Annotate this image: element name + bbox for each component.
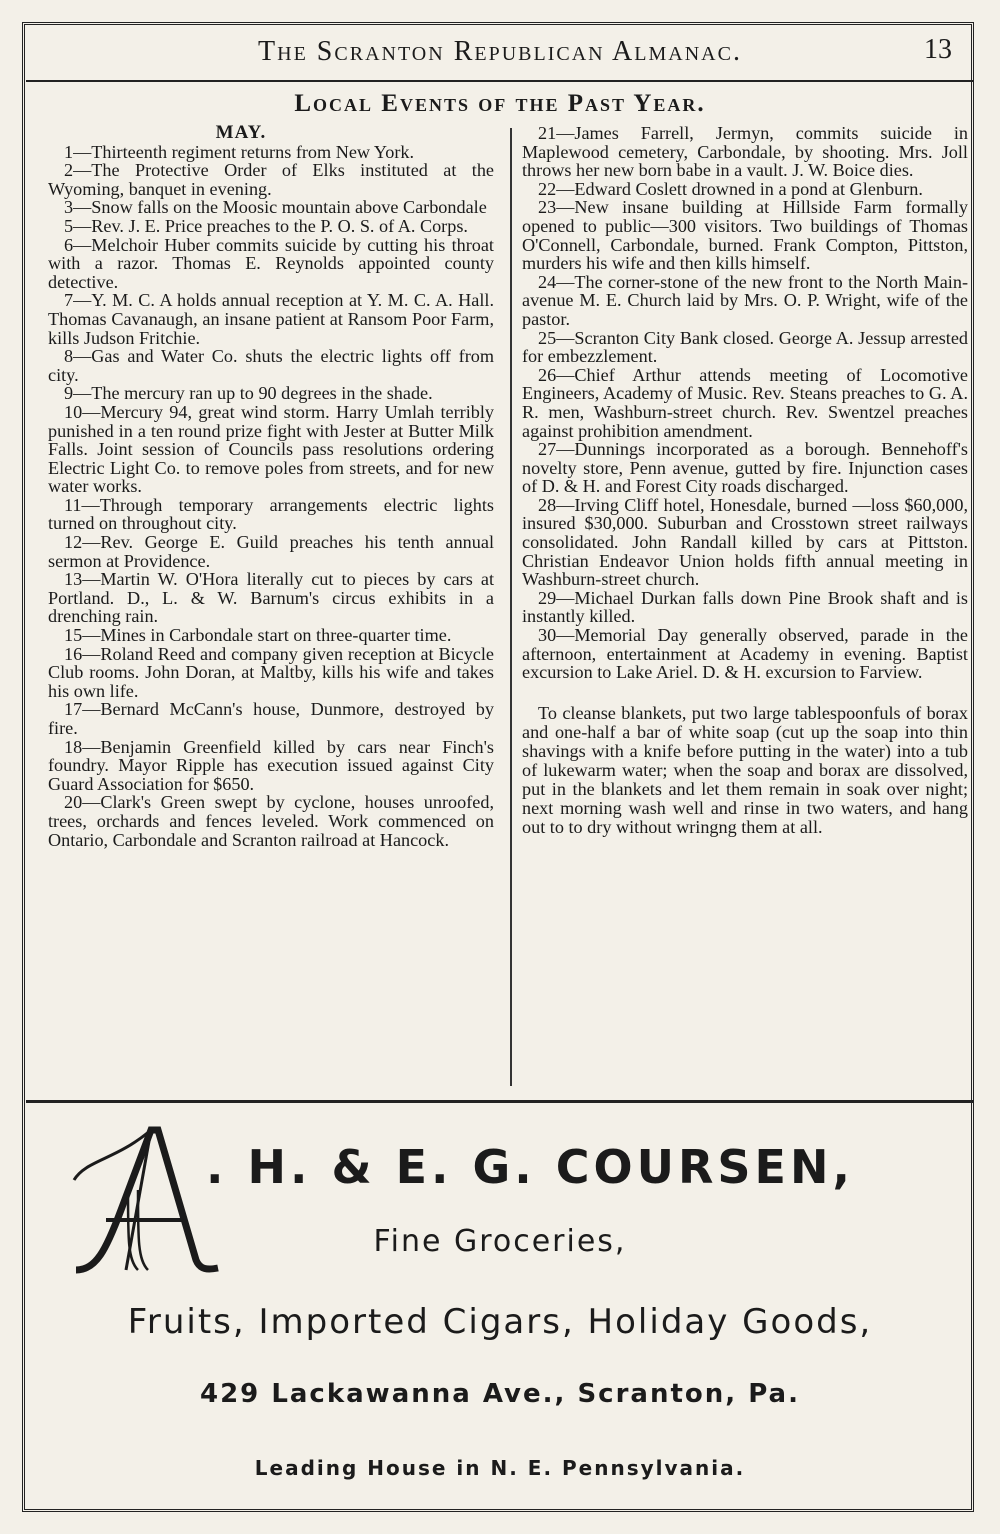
events-list-right — [522, 124, 968, 682]
header-rule — [26, 80, 974, 82]
events-column-right — [522, 124, 968, 855]
event-entry: 21—James Farrell, Jermyn, commits suicide in Maplewood cemetery, Carbondale, by shooting. Mrs. Joll throws her new born babe in a vault. J. W. Boice dies. — [522, 123, 968, 181]
page-header — [40, 30, 960, 74]
advertisement-tagline: Leading House in N. E. Pennsylvania. — [254, 1456, 746, 1480]
advertiser-name: . H. & E. G. COURSEN, — [206, 1140, 854, 1194]
household-tip: To cleanse blankets, put two large tablespoonfuls of borax and one-half a bar of white soap (cut up the soap into thin shavings with a knife before putting in the water) into a tub of lukewarm water; when the soap and borax are dissolved, put in the blankets and let them remain in soak over night; next morning wash well and rinse in two waters, and hang out to to dry without wringng them at all. — [522, 702, 968, 837]
event-entry: 2—The Protective Order of Elks instituted at the Wyoming, banquet in evening. — [48, 160, 494, 199]
event-entry: 25—Scranton City Bank closed. George A. Jessup arrested for embezzlement. — [522, 327, 968, 367]
month-heading: MAY. — [215, 122, 267, 143]
event-entry: 5—Rev. J. E. Price preaches to the P. O. S. of A. Corps. — [64, 215, 468, 236]
almanac-title: The Scranton Republican Almanac. — [258, 36, 742, 67]
advertisement-line1: Fine Groceries, — [373, 1224, 627, 1259]
event-entry: 11—Through temporary arrangements electric lights turned on throughout city. — [48, 494, 494, 534]
event-entry: 13—Martin W. O'Hora literally cut to pieces by cars at Portland. D., L. & W. Barnum's circus exhibits in a drenching rain. — [48, 569, 494, 627]
advertisement-line2: Fruits, Imported Cigars, Holiday Goods, — [127, 1302, 873, 1342]
event-entry: 12—Rev. George E. Guild preaches his tenth annual sermon at Providence. — [48, 532, 494, 571]
events-list-left — [48, 143, 494, 850]
event-entry: 23—New insane building at Hillside Farm formally opened to public—300 visitors. Two buildings of Thomas O'Connell, Carbondale, burned. Frank Compton, Pittston, murders his wife and then kills himself. — [522, 197, 968, 274]
event-entry: 28—Irving Cliff hotel, Honesdale, burned —loss $60,000, insured $30,000. Suburban and Crosstown street railways consolidated. John Randall killed by cars at Pittston. Christian Endeavor Union holds fifth annual meeting in Washburn-street church. — [522, 494, 968, 590]
event-entry: 27—Dunnings incorporated as a borough. Bennehoff's novelty store, Penn avenue, gutted by fire. Injunction cases of D. & H. and Forest City roads discharged. — [522, 439, 968, 497]
event-entry: 26—Chief Arthur attends meeting of Locomotive Engineers, Academy of Music. Rev. Steans preaches to G. A. R. men, Washburn-street church. Rev. Swentzel preaches against prohibition amendment. — [522, 364, 968, 441]
event-entry: 9—The mercury ran up to 90 degrees in the shade. — [64, 383, 433, 404]
page-number: 13 — [924, 34, 952, 65]
event-entry: 24—The corner-stone of the new front to the North Main-avenue M. E. Church laid by Mrs. O. P. Wright, wife of the pastor. — [522, 271, 968, 329]
event-entry: 17—Bernard McCann's house, Dunmore, destroyed by fire. — [48, 699, 494, 738]
event-entry: 6—Melchoir Huber commits suicide by cutting his throat with a razor. Thomas E. Reynolds appointed county detective. — [48, 234, 494, 292]
event-entry: 22—Edward Coslett drowned in a pond at Glenburn. — [538, 178, 923, 199]
advertisement — [26, 1104, 974, 1508]
event-entry: 18—Benjamin Greenfield killed by cars near Finch's foundry. Mayor Ripple has execution issued against City Guard Association for $650. — [48, 736, 494, 794]
column-divider — [510, 128, 512, 1086]
event-entry: 16—Roland Reed and company given reception at Bicycle Club rooms. John Doran, at Maltby, kills his wife and takes his own life. — [48, 643, 494, 701]
events-column-left — [48, 124, 494, 849]
event-entry: 29—Michael Durkan falls down Pine Brook shaft and is instantly killed. — [522, 587, 968, 627]
advertisement-address: 429 Lackawanna Ave., Scranton, Pa. — [200, 1379, 800, 1409]
event-entry: 20—Clark's Green swept by cyclone, houses unroofed, trees, orchards and fences leveled. Work commenced on Ontario, Carbondale and Scranton railroad at Hancock. — [48, 792, 494, 850]
event-entry: 15—Mines in Carbondale start on three-quarter time. — [64, 625, 452, 646]
event-entry: 1—Thirteenth regiment returns from New York. — [64, 141, 415, 162]
event-entry: 30—Memorial Day generally observed, parade in the afternoon, entertainment at Academy in evening. Baptist excursion to Lake Ariel. D. & H. excursion to Farview. — [522, 625, 968, 683]
event-entry: 8—Gas and Water Co. shuts the electric lights off from city. — [48, 346, 494, 385]
section-title: Local Events of the Past Year. — [294, 90, 706, 117]
event-entry: 7—Y. M. C. A holds annual reception at Y. M. C. A. Hall. Thomas Cavanaugh, an insane patient at Ransom Poor Farm, kills Judson Fritchie. — [48, 290, 494, 348]
event-entry: 3—Snow falls on the Moosic mountain above Carbondale — [64, 197, 487, 218]
event-entry: 10—Mercury 94, great wind storm. Harry Umlah terribly punished in a ten round prize fight with Jester at Butter Milk Falls. Joint session of Councils pass resolutions ordering Electric Light Co. to remove poles from streets, and for new water works. — [48, 401, 494, 497]
advertisement-rule — [26, 1100, 974, 1103]
